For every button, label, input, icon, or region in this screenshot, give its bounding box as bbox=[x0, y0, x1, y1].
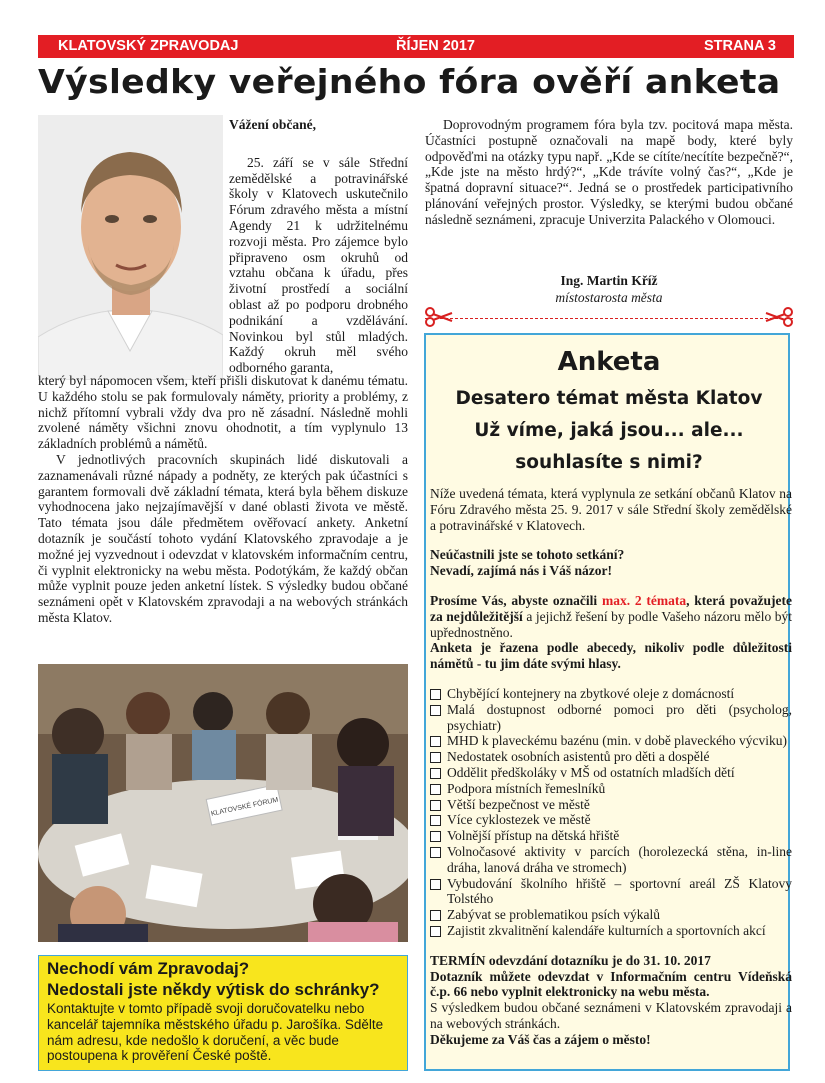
header-bar bbox=[38, 35, 794, 58]
author-portrait bbox=[38, 115, 223, 380]
poll-subtitle-1: Desatero témat města Klatov bbox=[455, 388, 763, 409]
poll-option[interactable]: Více cyklostezek ve městě bbox=[430, 812, 792, 828]
publication-name: KLATOVSKÝ ZPRAVODAJ bbox=[58, 38, 239, 54]
forum-photo bbox=[38, 664, 408, 942]
poll-subtitle-3: souhlasíte s nimi? bbox=[515, 452, 703, 473]
article-paragraph-3: Doprovodným programem fóra byla tzv. pocitová mapa města. Účastníci postupně označovali na mapě body, které byly odpověďmi na otázky typu např. „Kde se cítíte/necítíte bezpečně?“, „Kde jste na město hrdý?“, „Kde trávíte volný čas?“, „Kde je špatná dopravní situace?“. Jedná se o prostředek participativního plánování veřejných prostor. Výsledky, se kterými budou občané následně seznámeni, zpracuje Univerzita Palackého v Olomouci. bbox=[425, 117, 793, 227]
poll-intro: Níže uvedená témata, která vyplynula ze setkání občanů Klatov na Fóru Zdravého města 25. 9. 2017 v sále Střední školy zemědělské a potravinářské v Klatovech. bbox=[430, 486, 792, 533]
article-title: Výsledky veřejného fóra ověří anketa bbox=[38, 62, 781, 101]
poll-box bbox=[424, 333, 790, 1071]
poll-option[interactable]: Oddělit předškoláky v MŠ od ostatních mladších dětí bbox=[430, 765, 792, 781]
poll-option[interactable]: Větší bezpečnost ve městě bbox=[430, 797, 792, 813]
poll-order-note: Anketa je řazena podle abecedy, nikoliv podle důležitosti námětů - tu jim dáte svými hlasy. bbox=[430, 640, 792, 672]
article-text-main bbox=[38, 373, 408, 626]
poll-question-1: Neúčastnili jste se tohoto setkání? bbox=[430, 547, 625, 563]
poll-option[interactable]: Podpora místních řemeslníků bbox=[430, 781, 792, 797]
salutation: Vážení občané, bbox=[229, 117, 316, 132]
poll-option[interactable]: Volnější přístup na dětská hřiště bbox=[430, 828, 792, 844]
poll-option[interactable]: Nedostatek osobních asistentů pro děti a dospělé bbox=[430, 749, 792, 765]
delivery-body: Kontaktujte v tomto případě svoji doručovatelku nebo kancelář tajemníka městského úřadu p. Jarošíka. Sdělte nám adresu, kde nedošlo k doručení, a věc bude postoupena k prověření České poště. bbox=[47, 1001, 384, 1064]
poll-options-list bbox=[430, 686, 792, 939]
article-paragraph-2: V jednotlivých pracovních skupinách lidé diskutovali a zaznamenávali různé nápady a podněty, ze kterých pak účastníci s garantem formovali dvě základní témata, která byla během diskuze vyhodnocena jako nejzajímavější v dané oblasti života ve městě. Tato témata jsou dále předmětem ověřovací ankety. Anketní dotazník je součástí tohoto vydání Klatovského zpravodaje a je možné jej vyzvednout i odevzdat v klatovském informačním centru, či vyplnit elektronicky na webu města. Podotýkám, že každý občan může vyplnit pouze jeden anketní lístek. S výsledky budou občané seznámeni opět v Klatovském zpravodaji a na webových stránkách města Klatov. bbox=[38, 451, 408, 625]
issue-date: ŘÍJEN 2017 bbox=[396, 38, 475, 54]
poll-thanks: Děkujeme za Váš čas a zájem o město! bbox=[430, 1031, 651, 1047]
article-text-side bbox=[229, 117, 408, 376]
page-number: STRANA 3 bbox=[704, 38, 776, 54]
delivery-heading-1: Nechodí vám Zpravodaj? bbox=[47, 959, 250, 978]
poll-option[interactable]: MHD k plaveckému bazénu (min. v době plaveckého výcviku) bbox=[430, 733, 792, 749]
author-signature bbox=[425, 273, 793, 306]
poll-submit-info: Dotazník můžete odevzdat v Informačním centru Vídeňská č.p. 66 nebo vyplnit elektronicky na webu města. bbox=[430, 968, 792, 1000]
scissors-right-icon bbox=[764, 306, 794, 333]
poll-option[interactable]: Vybudování školního hřiště – sportovní areál ZŠ Klatovy Tolstého bbox=[430, 876, 792, 908]
poll-title: Anketa bbox=[557, 347, 661, 377]
scissors-left-icon bbox=[424, 306, 454, 333]
table-card-label: KLATOVSKÉ FÓRUM bbox=[210, 796, 279, 818]
poll-option[interactable]: Volnočasové aktivity v parcích (horolezecká stěna, in-line dráha, lanová dráha ve stromech) bbox=[430, 844, 792, 876]
poll-option[interactable]: Zabývat se problematikou psích výkalů bbox=[430, 907, 792, 923]
poll-instructions: Prosíme Vás, abyste označili max. 2 témata, která považujete za nejdůležitější a jejichž řešení by podle Vašeho názoru mělo být upřednostněno. bbox=[430, 592, 792, 640]
poll-subtitle-2: Už víme, jaká jsou... ale... bbox=[474, 420, 744, 441]
author-name: Ing. Martin Kříž bbox=[560, 273, 658, 288]
poll-body bbox=[430, 486, 792, 1048]
poll-question-2: Nevadí, zajímá nás i Váš názor! bbox=[430, 563, 612, 579]
poll-results-info: S výsledkem budou občané seznámeni v Klatovském zpravodaji a na webových stránkách. bbox=[430, 1000, 792, 1031]
max-topics-highlight: max. 2 témata bbox=[601, 592, 687, 608]
article-paragraph-1-cont: který byl nápomocen všem, kteří přišli diskutovat k danému tématu. U každého stolu se pak formulovaly náměty, priority a problémy, z nichž přítomní vybrali vždy dva pro ně zásadní. Následně mohli zvolené náměty všichni znovu ohodnotit, a tím vyplynulo 13 základních problémů a námětů. bbox=[38, 373, 408, 452]
author-role: místostarosta města bbox=[555, 289, 663, 305]
poll-option[interactable]: Malá dostupnost odborné pomoci pro děti (psycholog, psychiatr) bbox=[430, 702, 792, 734]
delivery-heading-2: Nedostali jste někdy výtisk do schránky? bbox=[47, 979, 380, 999]
article-paragraph-1-side: 25. září se v sále Střední zemědělské a potravinářské školy v Klatovech uskutečnilo Fórum zdravého města a místní Agendy 21 k udržitelnému rozvoji města. Pro zájemce bylo připraveno osm okruhů od vztahu občana k úřadu, přes životní prostředí a sociální oblast až po podporu drobného podnikání a vzdělávání. Novinkou byl stůl mladých. Každý okruh měl svého odborného garanta, bbox=[229, 154, 408, 376]
cut-line bbox=[425, 318, 793, 320]
article-text-right bbox=[425, 117, 793, 228]
delivery-notice-box bbox=[38, 955, 408, 1071]
poll-deadline: TERMÍN odevzdání dotazníku je do 31. 10. 2017 bbox=[430, 952, 711, 968]
poll-option[interactable]: Zajistit zkvalitnění kalendáře kulturních a sportovních akcí bbox=[430, 923, 792, 939]
poll-option[interactable]: Chybějící kontejnery na zbytkové oleje z domácností bbox=[430, 686, 792, 702]
